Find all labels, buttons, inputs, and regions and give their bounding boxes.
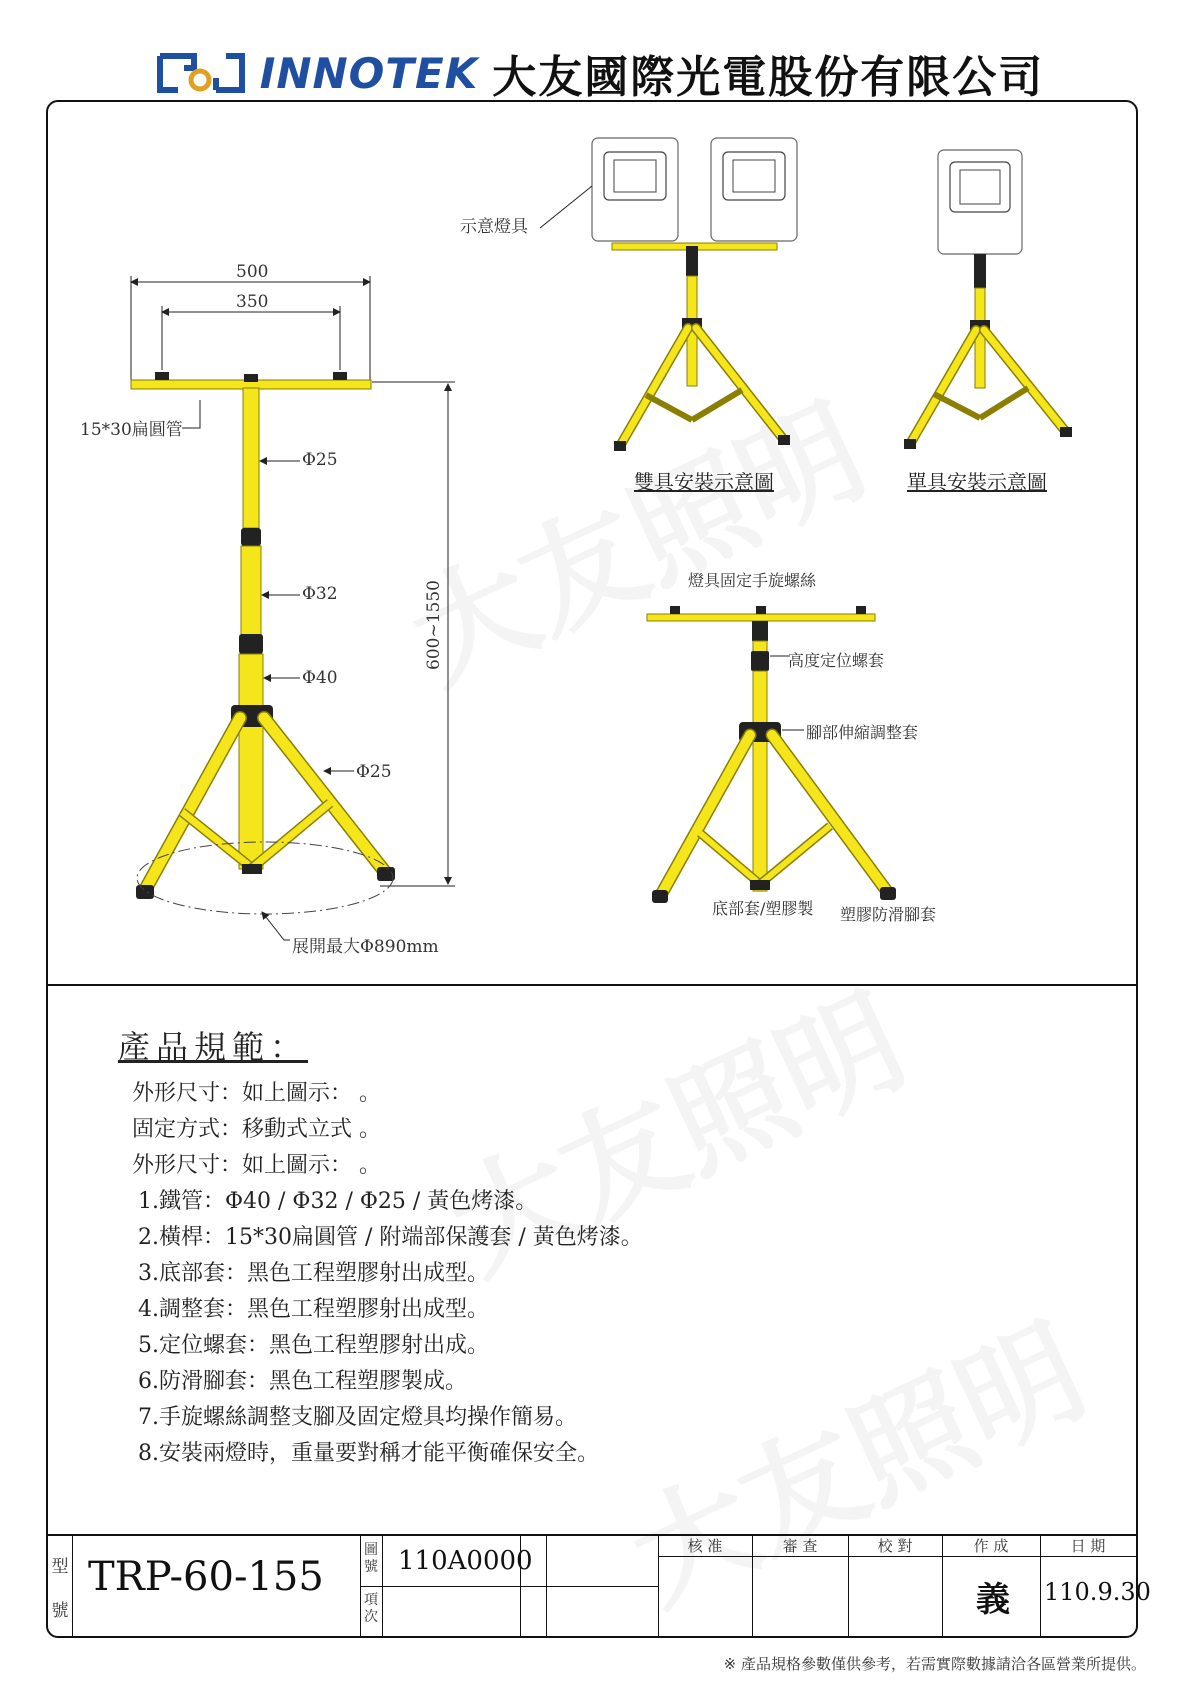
spec-line: 7.手旋螺絲調整支腳及固定燈具均操作簡易。 xyxy=(138,1405,577,1430)
diameter-25-leg: Φ25 xyxy=(356,762,392,782)
type-label-1: 型 xyxy=(51,1557,69,1577)
spec-line: 2.橫桿：15*30扁圓管 / 附端部保護套 / 黃色烤漆。 xyxy=(138,1225,643,1250)
diameter-40: Φ40 xyxy=(302,668,338,688)
spec-line: 4.調整套：黑色工程塑膠射出成型。 xyxy=(138,1297,489,1322)
author-label: 作 成 xyxy=(973,1537,1009,1555)
date-value: 110.9.30 xyxy=(1044,1578,1151,1606)
spec-line: 8.安裝兩燈時，重量要對稱才能平衡確保安全。 xyxy=(138,1441,599,1466)
company-name: 大友國際光電股份有限公司 xyxy=(492,52,1045,103)
dim-500: 500 xyxy=(236,262,269,282)
author-signature: 義 xyxy=(976,1580,1010,1620)
base-label: 底部套/塑膠製 xyxy=(712,899,814,918)
drawing-no-label: 圖號 xyxy=(364,1542,378,1575)
leg-sleeve-label: 腳部伸縮調整套 xyxy=(806,723,919,742)
spec-line: 5.定位螺套：黑色工程塑膠射出成。 xyxy=(138,1333,489,1358)
knob-label: 燈具固定手旋螺絲 xyxy=(688,571,817,590)
spec-line: 3.底部套：黑色工程塑膠射出成型。 xyxy=(138,1261,489,1286)
double-lamp-tripod xyxy=(540,138,797,451)
spec-line: 外形尺寸：如上圖示： 。 xyxy=(132,1153,381,1178)
drawing-number: 110A0000 xyxy=(398,1546,533,1576)
model-number: TRP-60-155 xyxy=(88,1554,324,1600)
spec-line: 6.防滑腳套：黑色工程塑膠製成。 xyxy=(138,1369,467,1394)
lamp-label: 示意燈具 xyxy=(460,217,528,237)
approve-label: 核 准 xyxy=(687,1537,723,1555)
title-block xyxy=(46,1534,1151,1636)
footer-note: ※ 產品規格參數僅供參考，若需實際數據請洽各區營業所提供。 xyxy=(723,1655,1146,1673)
review-label: 審 查 xyxy=(782,1537,818,1555)
type-label-2: 號 xyxy=(51,1601,69,1621)
single-lamp-tripod xyxy=(904,150,1072,449)
spec-title: 產品規範： xyxy=(118,1028,309,1066)
foot-label: 塑膠防滑腳套 xyxy=(840,905,937,924)
check-label: 校 對 xyxy=(877,1537,913,1555)
spread-label: 展開最大Φ890mm xyxy=(292,937,439,957)
spec-line: 固定方式：移動式立式 。 xyxy=(132,1117,381,1142)
date-label: 日 期 xyxy=(1070,1537,1106,1555)
main-tripod xyxy=(131,276,455,940)
crossbar-label: 15*30扁圓管 xyxy=(80,420,183,440)
single-caption: 單具安裝示意圖 xyxy=(907,470,1047,494)
diameter-25-top: Φ25 xyxy=(302,450,338,470)
height-range: 600~1550 xyxy=(424,580,444,670)
item-label: 項次 xyxy=(364,1592,378,1625)
brand-name: INNOTEK xyxy=(259,48,479,98)
diameter-32: Φ32 xyxy=(302,584,338,604)
spec-line: 外形尺寸：如上圖示： 。 xyxy=(132,1081,381,1106)
double-caption: 雙具安裝示意圖 xyxy=(634,470,774,494)
spec-line: 1.鐵管：Φ40 / Φ32 / Φ25 / 黃色烤漆。 xyxy=(138,1189,538,1214)
dim-350: 350 xyxy=(236,292,269,312)
height-sleeve-label: 高度定位螺套 xyxy=(788,651,885,670)
